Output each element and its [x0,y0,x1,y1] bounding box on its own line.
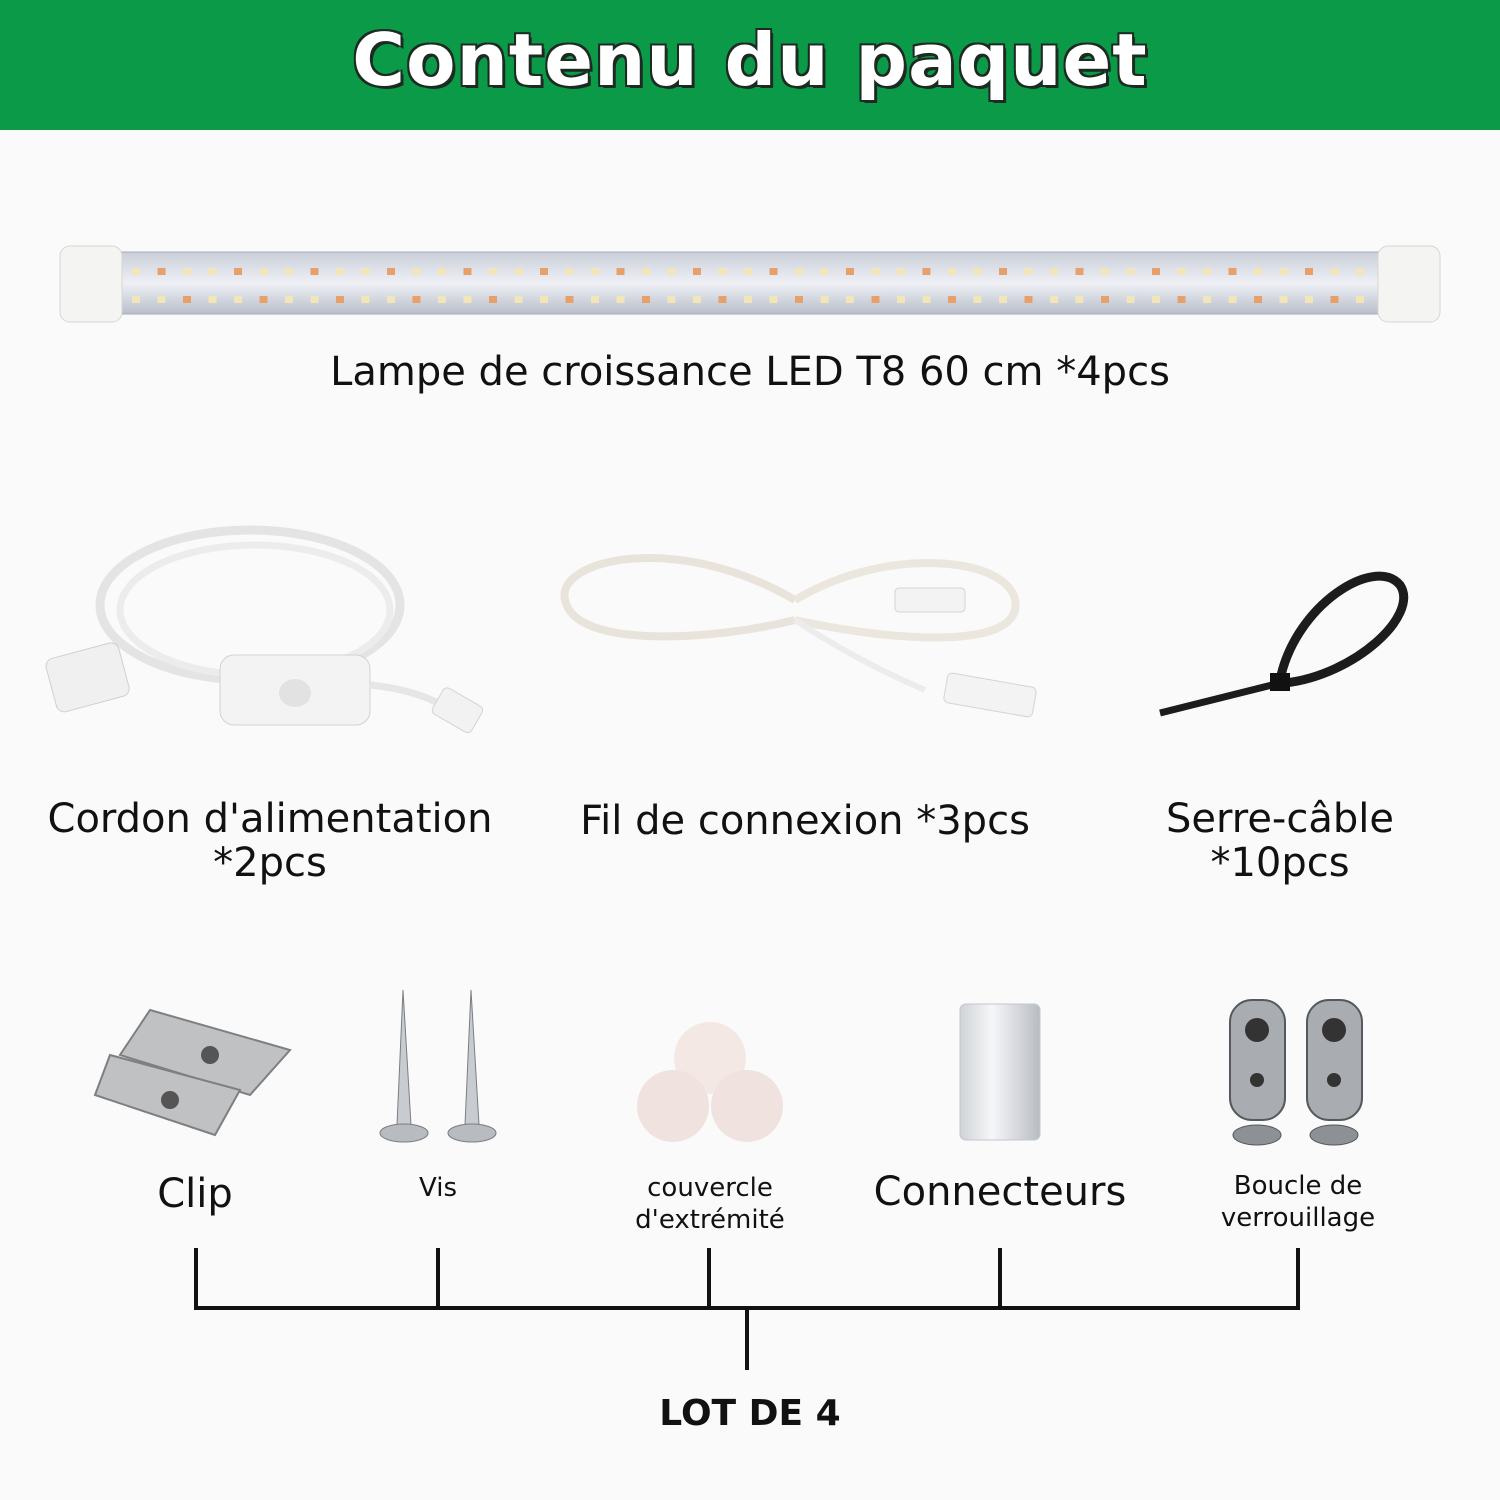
screw-label: Vis [419,1173,457,1203]
cable-tie-qty: *10pcs [1210,840,1350,886]
lock-buckle-line1: Boucle de [1233,1171,1363,1201]
end-cap-line1: couvercle [647,1173,773,1203]
lot-label: LOT DE 4 [659,1393,841,1434]
page-title: Contenu du paquet [352,18,1148,102]
power-cord-qty: *2pcs [213,840,327,886]
power-cord-name: Cordon d'alimentation [47,796,493,842]
clip-label: Clip [157,1171,233,1217]
lock-buckle-line2: verrouillage [1220,1203,1376,1233]
cable-tie-name: Serre-câble [1166,796,1394,842]
led-tube-label: Lampe de croissance LED T8 60 cm *4pcs [330,349,1170,395]
connectors-label: Connecteurs [873,1169,1127,1215]
connection-wire-label: Fil de connexion *3pcs [580,798,1030,844]
end-cap-line2: d'extrémité [635,1205,785,1235]
